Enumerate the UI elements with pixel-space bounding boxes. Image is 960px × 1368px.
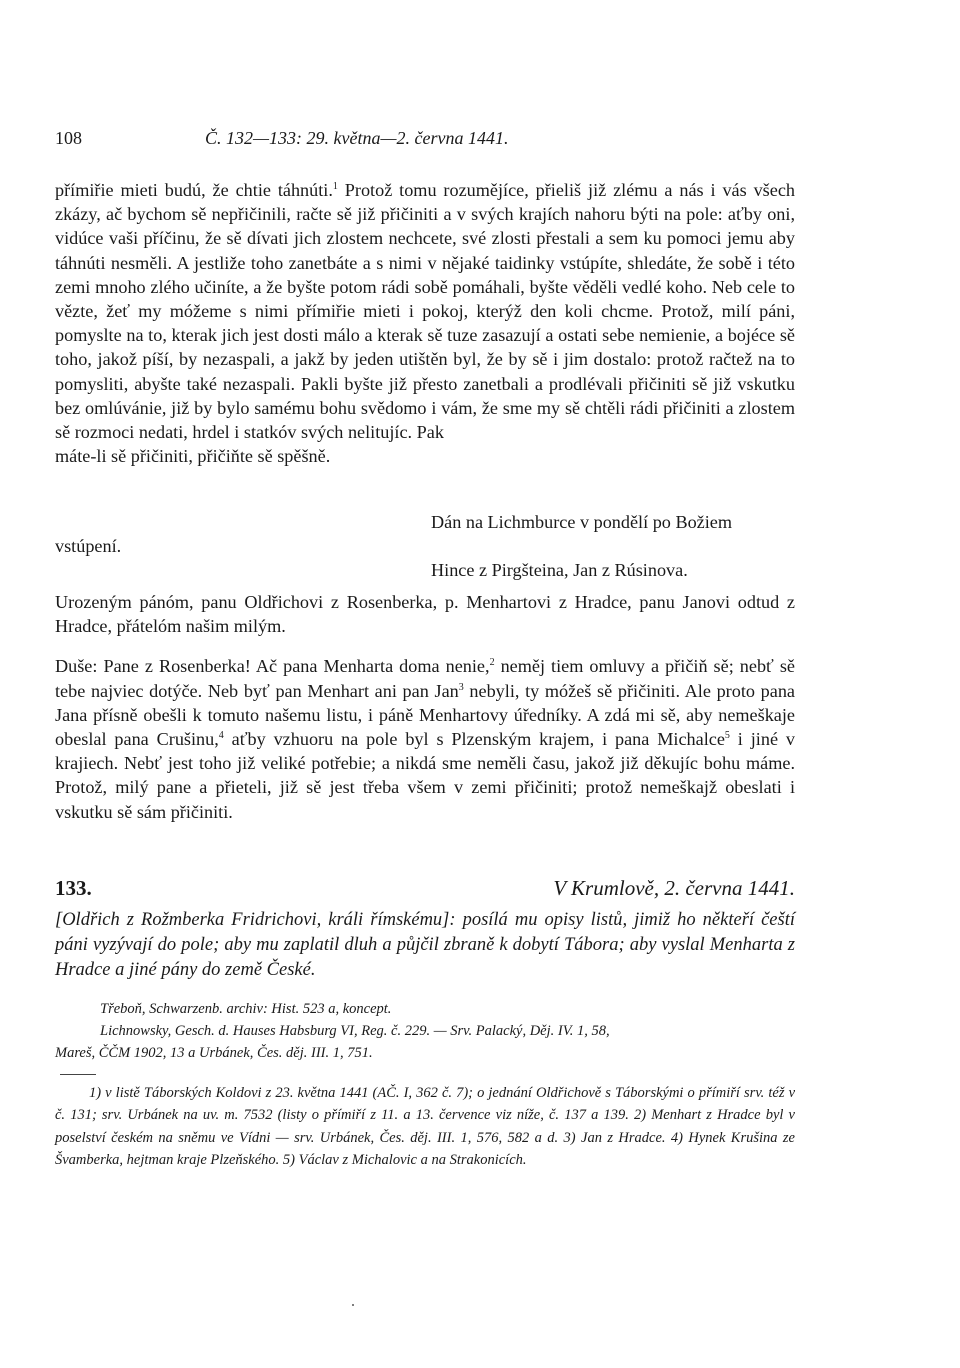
regest-text: [Oldřich z Rožmberka Fridrichovi, králi římskému]: posílá mu opisy listů, jimiž ho někteří čeští páni vyzývají do pole; aby mu zaplatil dluh a půjčil zbraně k dobytí Tábora; aby vyslal Menharta z Hradce a jiné pány do země České. bbox=[55, 910, 795, 980]
letter-text: Duše: Pane z Rosenberka! Ač pana Menharta doma nenie, bbox=[55, 656, 490, 677]
source-line: Mareš, ČČM 1902, 13 a Urbánek, Čes. děj. III. 1, 751. bbox=[55, 1045, 373, 1061]
page-number: 108 bbox=[55, 128, 82, 148]
letter-senders: Hince z Pirgšteina, Jan z Rúsinova. bbox=[431, 560, 688, 580]
footnote-divider bbox=[60, 1074, 96, 1075]
source-line: Třeboň, Schwarzenb. archiv: Hist. 523 a, koncept. bbox=[100, 1001, 392, 1017]
document-number: 133. bbox=[55, 876, 92, 900]
running-header bbox=[55, 128, 905, 156]
source-line: Lichnowsky, Gesch. d. Hauses Habsburg VI, Reg. č. 229. — Srv. Palacký, Děj. IV. 1, 58, bbox=[100, 1023, 610, 1039]
footnote-ref: 4 bbox=[218, 729, 224, 741]
footnotes bbox=[55, 1082, 795, 1172]
letter-2-body bbox=[55, 590, 795, 824]
page-speck bbox=[352, 1304, 354, 1306]
document-place-date: V Krumlově, 2. června 1441. bbox=[553, 876, 795, 900]
letter-text: neměj tiem omluvy a přičiň sě; nebť sě tebe najviec dotýče. Neb byť pan Menhart ani pan Jan bbox=[55, 656, 795, 701]
letter-last-word: vstúpení. bbox=[55, 536, 122, 556]
letter-text: přímiřie mieti budú, že chtie táhnúti. bbox=[55, 180, 333, 200]
letter-address: Urozeným pánóm, panu Oldřichovi z Rosenberka, p. Menhartovi z Hradce, panu Janovi odtud z Hradce, přátelóm našim milým. bbox=[55, 592, 795, 637]
letter-132-last-line: máte-li sě přičiniti, přičiňte sě spěšně. bbox=[55, 446, 331, 467]
letter-132-paragraph bbox=[55, 178, 795, 444]
letter-text: i jiné v krajiech. Nebť jest toho již veliké potřebie; a nikdá sme neměli času, jakož již děkujíc bohu máme. Protož, milý pane a přieteli, již sě jest třeba všem v zemi přičiniti; protož nemeškajž obeslati i vskutku sě sám přičiniti. bbox=[55, 729, 795, 822]
letter-text: aťby vzhuoru na pole byl s Plzenským krajem, i pana Michalce bbox=[223, 729, 725, 750]
document-133-header bbox=[55, 876, 795, 904]
footnote-ref: 3 bbox=[458, 681, 464, 693]
letter-2-paragraph bbox=[55, 654, 795, 823]
letter-dated: Dán na Lichmburce v pondělí po Božiem bbox=[431, 512, 733, 532]
footnote-ref: 2 bbox=[489, 657, 495, 669]
running-title: Č. 132—133: 29. května—2. června 1441. bbox=[205, 128, 509, 148]
footnote-ref: 1 bbox=[332, 180, 338, 192]
document-regest bbox=[55, 908, 795, 983]
letter-text: nebyli, ty móžeš sě přičiniti. Ale proto pana Jana přísně obešli k tomuto našemu listu, i páně Menhartovy úředníky. A zdá mi sě, aby nemeškaje obeslal pana Crušinu, bbox=[55, 680, 795, 750]
footnote-ref: 5 bbox=[724, 729, 730, 741]
document-sources bbox=[55, 998, 795, 1064]
letter-132-body bbox=[55, 178, 795, 468]
letter-text: Protož tomu rozumějíce, přieliš již zlému a nás i vás všech zkázy, ač bychom sě nepřičinili, račte sě již přičiniti a v svých krajích nahoru býti na pole: aťby oni, vidúce vaši příčinu, že sě dívati jich zlostem nechcete, své zlosti přestali a sem ku pomoci jemu aby táhnúti nesměli. A jestliže toho zanetbáte a s nimi v nějaké taidinky vstúpíte, shledáte, že sobě i této zemi mnoho zlého učiníte, a že byšte potom rádi sobě pomáhali, byšte věděli vedlé koho. Neb cele to vězte, žeť my móžeme s nimi přímiřie mieti i pokoj, kterýž den koli chcme. Protož, milí páni, pomyslte na to, kterak jich jest dosti málo a kterak sě tuze zasazují a ostati sebe nemienie, a bojéce sě toho, jakož píší, by nezaspali, a jakž by jeden utištěn byl, že by sě i jim dostalo: protož račtež na to pomysliti, abyšte také nezaspali. Pakli byšte již přesto zanetbali a prodlévali přičiniti sě již vskutku bez omlúvánie, již by bylo samému bohu svědomo i vám, že sme my sě chtěli rádi přičiniti a zlostem sě rozmoci nedati, hrdel i statkóv svých nelitujíc. Pak bbox=[55, 180, 795, 443]
footnote-text: 1) v listě Táborských Koldovi z 23. května 1441 (AČ. I, 362 č. 7); o jednání Oldřichově s Táborskými o přímiří srv. též v č. 131; srv. Urbánek na uv. m. 7532 (listy o přímiří z 11. a 13. července viz níže, č. 137 a 139. 2) Menhart z Hradce byl v poselství českém na sněmu ve Vídni — srv. Urbánek, Čes. děj. III. 1, 576, 582 a d. 3) Jan z Hradce. 4) Hynek Krušina ze Švamberka, hejtman kraje Plzeňského. 5) Václav z Michalovic a na Strakonicích. bbox=[55, 1085, 795, 1169]
